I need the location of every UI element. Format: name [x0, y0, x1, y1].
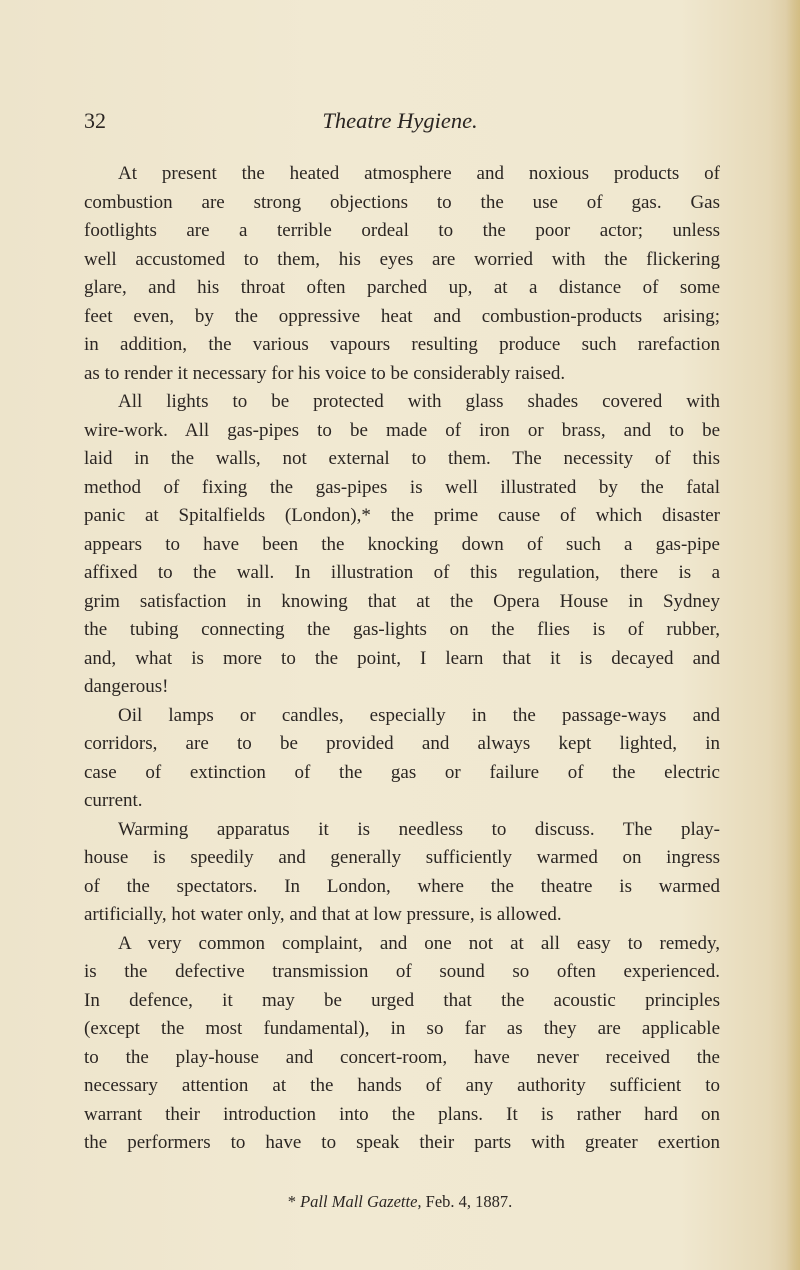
text-line: A very common complaint, and one not at all easy to remedy, — [118, 932, 720, 954]
text-line: corridors, are to be provided and always kept lighted, in — [84, 733, 720, 754]
text-line: feet even, by the oppressive heat and combustion-products arising; — [84, 305, 720, 327]
text-line: as to render it necessary for his voice to be considerably raised. — [84, 362, 566, 384]
text-line: grim satisfaction in knowing that at the Opera House in Sydney — [84, 590, 720, 612]
text-line: Warming apparatus it is needless to discuss. The play- — [118, 818, 720, 840]
text-line: and, what is more to the point, I learn that it is decayed and — [84, 647, 720, 669]
footnote-date: Feb. 4, 1887. — [425, 1192, 513, 1211]
footnote-marker: * — [287, 1192, 296, 1211]
page-number: 32 — [84, 108, 106, 133]
running-title: Theatre Hygiene. — [322, 108, 478, 133]
text-line: in addition, the various vapours resulting produce such rarefaction — [84, 334, 720, 355]
text-line: footlights are a terrible ordeal to the poor actor; unless — [84, 220, 720, 241]
text-line: glare, and his throat often parched up, at a distance of some — [84, 277, 720, 298]
text-line: the tubing connecting the gas-lights on the flies is of rubber, — [84, 619, 720, 640]
text-line: laid in the walls, not external to them. The necessity of this — [84, 448, 720, 469]
text-line: the performers to have to speak their parts with greater exertion — [84, 1132, 720, 1153]
text-line: (except the most fundamental), in so far as they are applicable — [84, 1018, 720, 1039]
text-line: well accustomed to them, his eyes are worried with the flickering — [84, 248, 720, 270]
text-line: warrant their introduction into the plans. It is rather hard on — [84, 1103, 720, 1125]
text-line: appears to have been the knocking down of such a gas-pipe — [84, 533, 720, 555]
page-header — [0, 106, 800, 136]
text-line: artificially, hot water only, and that at low pressure, is allowed. — [84, 904, 562, 925]
footnote — [0, 1190, 800, 1214]
text-line: case of extinction of the gas or failure of the electric — [84, 761, 720, 783]
text-line: to the play-house and concert-room, have never received the — [84, 1046, 720, 1068]
text-line: of the spectators. In London, where the theatre is warmed — [84, 875, 720, 897]
text-line: panic at Spitalfields (London),* the prime cause of which disaster — [84, 505, 720, 526]
text-line: current. — [84, 790, 143, 811]
text-line: All lights to be protected with glass shades covered with — [118, 391, 720, 412]
text-line: method of fixing the gas-pipes is well illustrated by the fatal — [84, 476, 720, 498]
text-line: affixed to the wall. In illustration of this regulation, there is a — [84, 562, 720, 583]
text-line: wire-work. All gas-pipes to be made of iron or brass, and to be — [84, 419, 720, 441]
text-line: Oil lamps or candles, especially in the passage-ways and — [118, 704, 720, 726]
text-line: combustion are strong objections to the use of gas. Gas — [84, 191, 720, 213]
body-text — [84, 160, 720, 1158]
page-edge-shadow — [786, 0, 800, 1270]
text-line: In defence, it may be urged that the acoustic principles — [84, 989, 720, 1011]
text-line: dangerous! — [84, 676, 169, 697]
footnote-source: Pall Mall Gazette, — [300, 1192, 422, 1211]
text-line: At present the heated atmosphere and noxious products of — [118, 163, 720, 184]
text-line: is the defective transmission of sound so often experienced. — [84, 961, 720, 982]
text-line: necessary attention at the hands of any authority sufficient to — [84, 1075, 720, 1096]
text-line: house is speedily and generally sufficiently warmed on ingress — [84, 847, 720, 868]
